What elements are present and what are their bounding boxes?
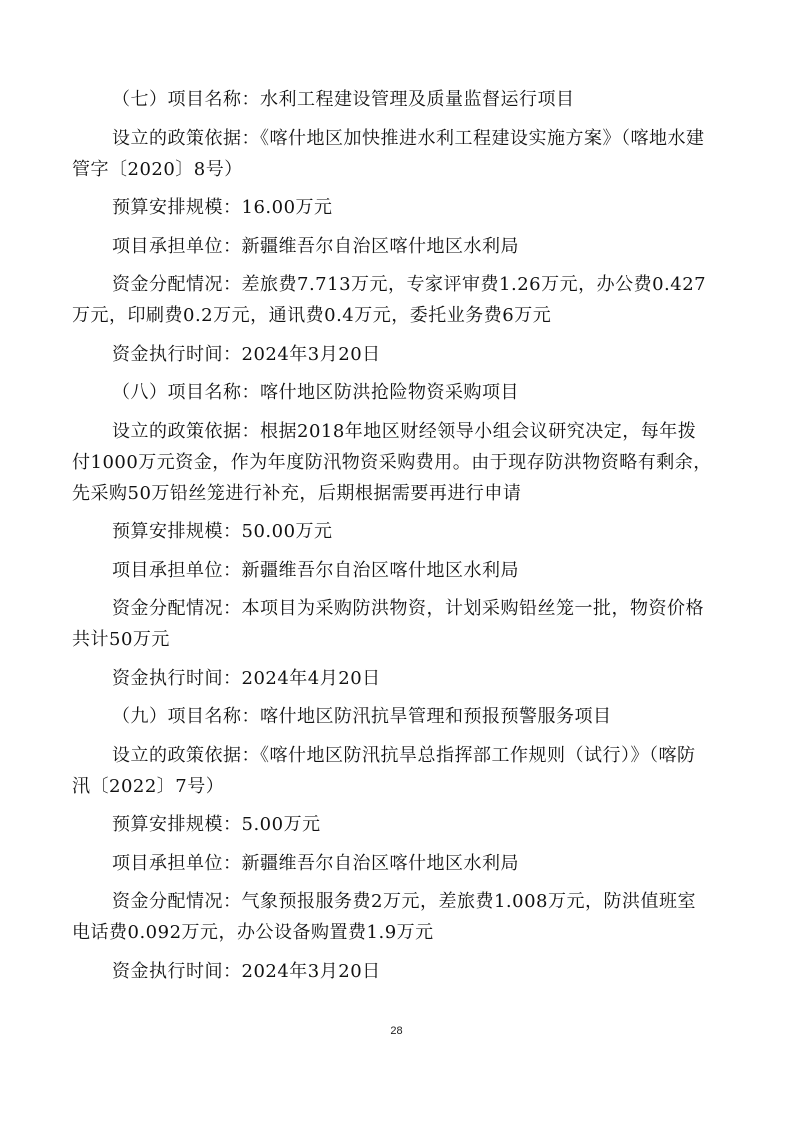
section-7-title: （七）项目名称：水利工程建设管理及质量监督运行项目 <box>112 89 575 110</box>
section-9-allocation-line-2: 电话费0.092万元，办公设备购置费1.9万元 <box>72 922 434 943</box>
section-8-policy-basis-line-2: 付1000万元资金，作为年度防汛物资采购费用。由于现存防洪物资略有剩余， <box>72 451 712 473</box>
section-8-title: （八）项目名称：喀什地区防洪抢险物资采购项目 <box>112 382 519 403</box>
section-9-policy-basis-line-2: 汛〔2022〕7号） <box>72 775 225 797</box>
page-body <box>72 84 722 987</box>
section-9-unit: 项目承担单位：新疆维吾尔自治区喀什地区水利局 <box>112 852 519 874</box>
section-7-policy-basis-line-2: 管字〔2020〕8号） <box>72 158 243 180</box>
section-8-allocation-line-2: 共计50万元 <box>72 629 170 650</box>
section-8-allocation-line-1: 资金分配情况：本项目为采购防洪物资，计划采购铅丝笼一批，物资价格 <box>112 598 704 619</box>
section-9-allocation-line-1: 资金分配情况：气象预报服务费2万元，差旅费1.008万元，防洪值班室 <box>112 891 696 912</box>
section-7-unit: 项目承担单位：新疆维吾尔自治区喀什地区水利局 <box>112 235 519 257</box>
section-9-execution-time: 资金执行时间：2024年3月20日 <box>112 960 381 982</box>
section-7-allocation-line-1: 资金分配情况：差旅费7.713万元，专家评审费1.26万元，办公费0.427 <box>112 274 707 295</box>
section-7-budget: 预算安排规模：16.00万元 <box>112 197 333 218</box>
section-9-budget: 预算安排规模：5.00万元 <box>112 814 321 835</box>
section-8-unit: 项目承担单位：新疆维吾尔自治区喀什地区水利局 <box>112 559 519 581</box>
section-8-policy-basis-line-3: 先采购50万铅丝笼进行补充，后期根据需要再进行申请 <box>72 482 522 504</box>
section-8-execution-time: 资金执行时间：2024年4月20日 <box>112 667 381 689</box>
page-number: 28 <box>390 1025 403 1037</box>
section-7-policy-basis-line-1: 设立的政策依据：《喀什地区加快推进水利工程建设实施方案》（喀地水建 <box>112 127 705 149</box>
section-9-title: （九）项目名称：喀什地区防汛抗旱管理和预报预警服务项目 <box>112 706 612 727</box>
section-8-budget: 预算安排规模：50.00万元 <box>112 521 333 542</box>
section-7-allocation-line-2: 万元，印刷费0.2万元，通讯费0.4万元，委托业务费6万元 <box>72 305 552 326</box>
section-7-execution-time: 资金执行时间：2024年3月20日 <box>112 343 381 365</box>
section-9-policy-basis-line-1: 设立的政策依据：《喀什地区防汛抗旱总指挥部工作规则（试行）》（喀防 <box>112 744 696 766</box>
section-8-policy-basis-line-1: 设立的政策依据：根据2018年地区财经领导小组会议研究决定，每年拨 <box>112 420 697 442</box>
